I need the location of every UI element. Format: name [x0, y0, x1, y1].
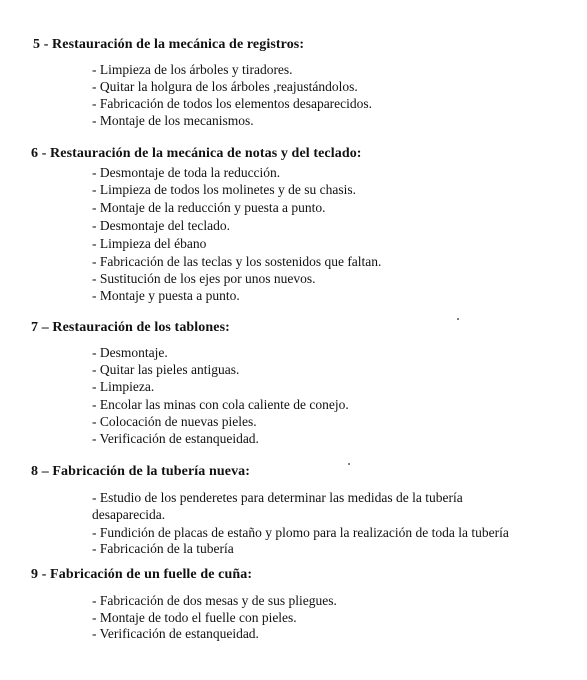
list-item: - Verificación de estanqueidad.	[92, 431, 259, 446]
list-item: - Montaje de la reducción y puesta a punto.	[92, 200, 326, 215]
section-5-heading: 5 - Restauración de la mecánica de registros:	[33, 37, 305, 52]
list-item: - Encolar las minas con cola caliente de conejo.	[92, 397, 349, 412]
list-item: - Montaje y puesta a punto.	[92, 288, 240, 303]
list-item: - Limpieza del ébano	[92, 236, 207, 251]
list-item: - Fabricación de todos los elementos desaparecidos.	[92, 96, 373, 111]
section-6-heading: 6 - Restauración de la mecánica de notas y del teclado:	[31, 146, 362, 161]
list-item: - Fabricación de la tubería	[92, 541, 234, 556]
list-item: - Fabricación de dos mesas y de sus pliegues.	[92, 593, 337, 608]
list-item: desaparecida.	[92, 507, 166, 522]
list-item: - Colocación de nuevas pieles.	[92, 414, 257, 429]
section-8-heading: 8 – Fabricación de la tubería nueva:	[31, 464, 251, 479]
list-item: - Quitar las pieles antiguas.	[92, 362, 240, 377]
list-item: - Desmontaje.	[92, 345, 168, 360]
list-item: - Estudio de los penderetes para determinar las medidas de la tubería	[92, 490, 463, 505]
list-item: - Limpieza.	[92, 379, 155, 394]
list-item: - Verificación de estanqueidad.	[92, 626, 259, 641]
list-item: - Quitar la holgura de los árboles ,reajustándolos.	[92, 79, 358, 94]
list-item: - Montaje de los mecanismos.	[92, 113, 254, 128]
list-item: - Desmontaje de toda la reducción.	[92, 165, 281, 180]
scan-speck	[457, 318, 459, 320]
list-item: - Limpieza de todos los molinetes y de su chasis.	[92, 182, 356, 197]
section-7-heading: 7 – Restauración de los tablones:	[31, 320, 230, 335]
list-item: - Fabricación de las teclas y los sostenidos que faltan.	[92, 254, 382, 269]
list-item: - Fundición de placas de estaño y plomo para la realización de toda la tubería	[92, 525, 509, 540]
list-item: - Montaje de todo el fuelle con pieles.	[92, 610, 297, 625]
list-item: - Sustitución de los ejes por unos nuevos.	[92, 271, 316, 286]
list-item: - Limpieza de los árboles y tiradores.	[92, 62, 293, 77]
scan-speck	[348, 463, 350, 465]
section-9-heading: 9 - Fabricación de un fuelle de cuña:	[31, 567, 253, 582]
list-item: - Desmontaje del teclado.	[92, 218, 230, 233]
